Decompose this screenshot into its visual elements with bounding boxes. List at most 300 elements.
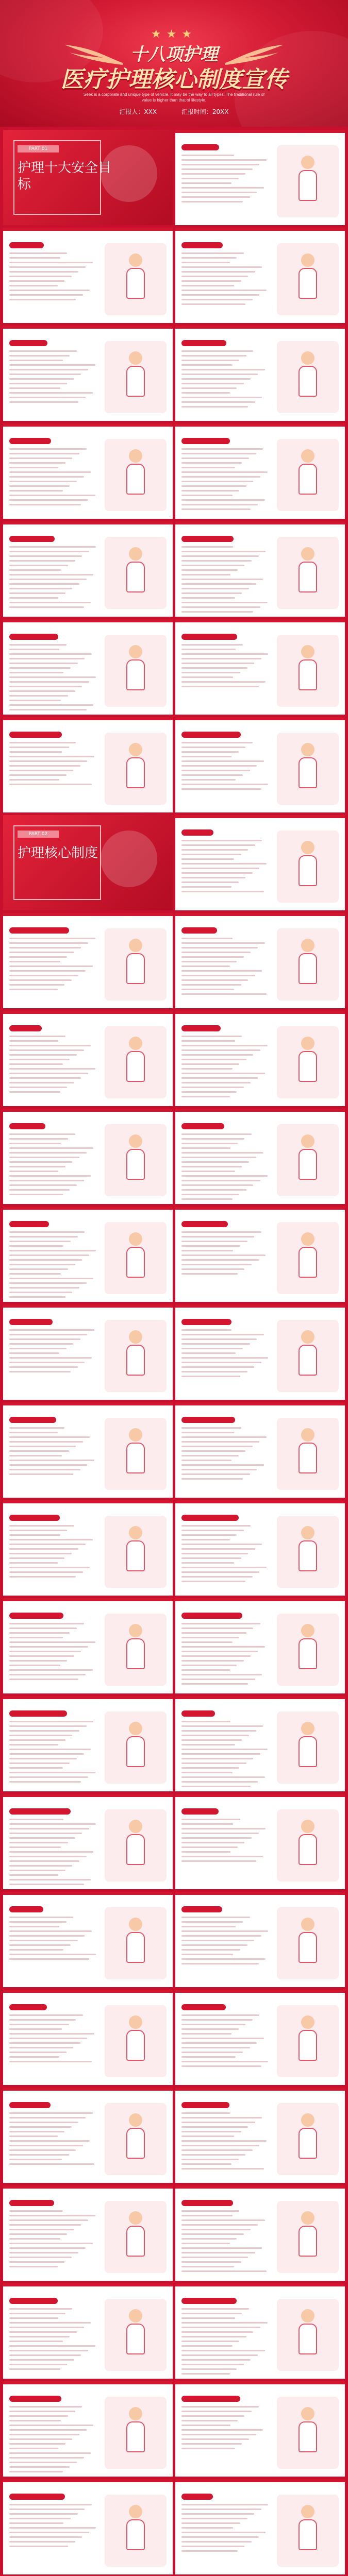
slide-heading-bar: [181, 1417, 235, 1423]
content-slide: [3, 1011, 173, 1106]
slide-heading-bar: [9, 2004, 47, 2010]
cover-title: 医疗护理核心制度宣传: [60, 66, 288, 93]
content-slide: [175, 2381, 345, 2477]
slide-heading-bar: [181, 1906, 222, 1912]
nurse-head-icon: [129, 1624, 142, 1637]
slide-heading-bar: [9, 1906, 43, 1912]
nurse-body-icon: [299, 2324, 317, 2354]
slide-heading-bar: [181, 2396, 240, 2402]
slide-heading-bar: [181, 438, 230, 444]
slide-heading-bar: [181, 2494, 213, 2500]
nurse-body-icon: [299, 953, 317, 984]
nurse-body-icon: [299, 1345, 317, 1376]
slide-text-block: [9, 350, 97, 406]
slide-heading-bar: [9, 2396, 61, 2402]
slide-illustration: [105, 341, 167, 413]
slide-heading-bar: [181, 1123, 224, 1129]
nurse-head-icon: [129, 743, 142, 756]
nurse-head-icon: [301, 547, 314, 561]
content-slide: [3, 1598, 173, 1693]
slide-heading-bar: [181, 2298, 237, 2304]
nurse-head-icon: [129, 1330, 142, 1344]
slide-text-block: [181, 840, 269, 895]
slide-heading-bar: [9, 1808, 71, 1815]
nurse-head-icon: [301, 939, 314, 952]
slide-illustration: [277, 1222, 339, 1294]
content-slide: [3, 1207, 173, 1302]
nurse-head-icon: [129, 1232, 142, 1246]
slide-illustration: [105, 2397, 167, 2469]
slide-text-block: [181, 2406, 269, 2452]
content-slide: [175, 2088, 345, 2183]
nurse-head-icon: [129, 645, 142, 658]
nurse-head-icon: [301, 2505, 314, 2518]
nurse-head-icon: [301, 1232, 314, 1246]
slide-heading-bar: [181, 536, 234, 542]
nurse-head-icon: [301, 1134, 314, 1148]
slide-illustration: [277, 341, 339, 413]
nurse-head-icon: [129, 1428, 142, 1442]
nurse-body-icon: [126, 1443, 145, 1473]
slide-heading-bar: [9, 438, 51, 444]
slide-heading-bar: [9, 1417, 56, 1423]
nurse-head-icon: [301, 2113, 314, 2127]
slide-heading-bar: [9, 1123, 45, 1129]
nurse-head-icon: [129, 253, 142, 267]
cover-headline: 十八项护理: [130, 44, 218, 65]
nurse-head-icon: [301, 2015, 314, 2029]
content-slide: [175, 1109, 345, 1204]
slide-illustration: [277, 1026, 339, 1098]
nurse-head-icon: [301, 2309, 314, 2323]
section-1-part: PART 01: [18, 145, 59, 152]
content-slide: [175, 1598, 345, 1693]
nurse-body-icon: [299, 855, 317, 886]
slide-text-block: [181, 1231, 269, 1278]
slide-illustration: [105, 1320, 167, 1392]
nurse-body-icon: [126, 2519, 145, 2550]
slide-heading-bar: [181, 634, 237, 640]
content-slide: [175, 1304, 345, 1400]
nurse-body-icon: [126, 268, 145, 299]
slide-text-block: [9, 1427, 97, 1478]
slide-text-block: [181, 1917, 269, 1968]
slide-heading-bar: [181, 2102, 229, 2108]
content-slide: [175, 326, 345, 421]
nurse-head-icon: [301, 1428, 314, 1442]
slide-text-block: [9, 1231, 97, 1301]
nurse-head-icon: [301, 351, 314, 365]
slide-text-block: [181, 448, 269, 513]
content-slide: [3, 913, 173, 1008]
slide-illustration: [105, 2299, 167, 2371]
slide-illustration: [277, 831, 339, 903]
nurse-body-icon: [126, 659, 145, 690]
slide-illustration: [277, 1320, 339, 1392]
nurse-body-icon: [126, 1736, 145, 1767]
nurse-body-icon: [126, 2324, 145, 2354]
slide-illustration: [277, 1124, 339, 1196]
slide-heading-bar: [9, 2200, 54, 2206]
slide-illustration: [277, 1418, 339, 1490]
nurse-head-icon: [301, 1526, 314, 1539]
slide-illustration: [105, 2005, 167, 2077]
content-slide: [175, 1696, 345, 1791]
slide-heading-bar: [9, 1025, 42, 1031]
slide-text-block: [181, 1525, 269, 1585]
cover-stars: ★★★: [151, 28, 197, 41]
slide-text-block: [9, 2504, 97, 2550]
content-slide: [3, 326, 173, 421]
slide-heading-bar: [181, 144, 219, 150]
content-slide: [175, 2479, 345, 2574]
slide-illustration: [105, 1516, 167, 1588]
nurse-head-icon: [301, 841, 314, 854]
slide-text-block: [181, 2014, 269, 2070]
nurse-body-icon: [299, 757, 317, 788]
content-slide: [3, 1892, 173, 1987]
nurse-body-icon: [299, 366, 317, 397]
nurse-head-icon: [301, 1722, 314, 1735]
slide-heading-bar: [181, 927, 217, 934]
content-slide: [3, 1500, 173, 1596]
nurse-body-icon: [299, 170, 317, 201]
nurse-body-icon: [299, 268, 317, 299]
section-slide-2: [3, 815, 173, 910]
slide-illustration: [277, 1711, 339, 1784]
content-slide: [175, 1794, 345, 1889]
content-slide: [175, 521, 345, 617]
content-slide: [3, 1696, 173, 1791]
nurse-body-icon: [299, 659, 317, 690]
slide-text-block: [9, 1525, 97, 1581]
content-slide: [3, 2283, 173, 2379]
slide-heading-bar: [181, 732, 241, 738]
slide-illustration: [105, 1418, 167, 1490]
nurse-body-icon: [299, 2226, 317, 2257]
slide-text-block: [9, 546, 97, 611]
nurse-head-icon: [129, 2505, 142, 2518]
nurse-body-icon: [126, 953, 145, 984]
slide-heading-bar: [181, 1319, 231, 1325]
nurse-body-icon: [299, 1638, 317, 1669]
slide-illustration: [105, 2103, 167, 2175]
slide-illustration: [105, 1614, 167, 1686]
slide-illustration: [277, 1907, 339, 1979]
slide-text-block: [181, 1329, 269, 1380]
slide-illustration: [277, 733, 339, 805]
slide-text-block: [9, 644, 97, 714]
slide-illustration: [277, 439, 339, 511]
nurse-body-icon: [126, 757, 145, 788]
content-slide: [175, 717, 345, 812]
nurse-body-icon: [126, 464, 145, 495]
nurse-body-icon: [126, 1834, 145, 1865]
slide-text-block: [9, 1623, 97, 1683]
nurse-head-icon: [301, 1037, 314, 1050]
nurse-head-icon: [129, 1820, 142, 1833]
content-slide: [175, 815, 345, 910]
nurse-head-icon: [129, 2113, 142, 2127]
nurse-body-icon: [299, 2030, 317, 2061]
content-slide: [3, 1990, 173, 2085]
content-slide: [175, 2283, 345, 2379]
slide-heading-bar: [181, 242, 223, 248]
nurse-body-icon: [126, 1638, 145, 1669]
slide-heading-bar: [9, 732, 62, 738]
content-slide: [175, 1011, 345, 1106]
slide-illustration: [277, 1516, 339, 1588]
nurse-body-icon: [126, 2226, 145, 2257]
nurse-body-icon: [299, 1051, 317, 1082]
nurse-head-icon: [301, 1918, 314, 1931]
slide-text-block: [9, 1917, 97, 1963]
nurse-body-icon: [126, 2030, 145, 2061]
nurse-head-icon: [129, 2309, 142, 2323]
content-slide: [175, 130, 345, 225]
content-slide: [3, 2479, 173, 2574]
content-slide: [175, 1500, 345, 1596]
slide-heading-bar: [9, 1221, 49, 1227]
slide-illustration: [105, 1711, 167, 1784]
nurse-head-icon: [301, 743, 314, 756]
slide-illustration: [105, 537, 167, 609]
content-slide: [3, 1794, 173, 1889]
section-1-title: 护理十大安全目标: [18, 160, 112, 192]
content-slide: [175, 1990, 345, 2085]
content-slide: [175, 1402, 345, 1498]
slide-illustration: [277, 537, 339, 609]
slide-illustration: [277, 1809, 339, 1882]
nurse-body-icon: [299, 1932, 317, 1963]
nurse-head-icon: [301, 2211, 314, 2225]
slide-illustration: [277, 2495, 339, 2567]
slide-illustration: [105, 1907, 167, 1979]
nurse-head-icon: [301, 1820, 314, 1833]
slide-text-block: [9, 938, 97, 993]
nurse-body-icon: [299, 1834, 317, 1865]
slide-illustration: [105, 733, 167, 805]
slide-illustration: [277, 2397, 339, 2469]
slide-illustration: [277, 243, 339, 315]
slide-text-block: [181, 1036, 269, 1100]
nurse-head-icon: [129, 351, 142, 365]
nurse-head-icon: [301, 2407, 314, 2420]
content-slide: [3, 2088, 173, 2183]
slide-illustration: [277, 2201, 339, 2273]
nurse-body-icon: [126, 2421, 145, 2452]
section-slide-1: [3, 130, 173, 225]
nurse-head-icon: [129, 1134, 142, 1148]
slide-illustration: [105, 1809, 167, 1882]
slide-text-block: [9, 1721, 97, 1786]
slide-heading-bar: [9, 634, 58, 640]
slide-text-block: [181, 2504, 269, 2555]
nurse-body-icon: [299, 1736, 317, 1767]
nurse-head-icon: [301, 449, 314, 463]
slide-heading-bar: [9, 2494, 65, 2500]
slide-heading-bar: [181, 1221, 228, 1227]
slide-illustration: [277, 2299, 339, 2371]
nurse-body-icon: [126, 1540, 145, 1571]
slide-text-block: [9, 1036, 97, 1096]
slide-text-block: [181, 155, 269, 206]
slide-text-block: [181, 1133, 269, 1203]
slide-text-block: [181, 1721, 269, 1790]
slide-text-block: [181, 2308, 269, 2378]
content-slide: [175, 228, 345, 323]
nurse-head-icon: [129, 2211, 142, 2225]
slide-heading-bar: [9, 1515, 60, 1521]
nurse-head-icon: [301, 253, 314, 267]
nurse-head-icon: [301, 1330, 314, 1344]
nurse-head-icon: [129, 2015, 142, 2029]
nurse-body-icon: [299, 1540, 317, 1571]
nurse-body-icon: [299, 1247, 317, 1278]
content-slide: [175, 913, 345, 1008]
nurse-body-icon: [299, 1149, 317, 1180]
content-slide: [3, 423, 173, 519]
content-slide: [175, 619, 345, 715]
nurse-head-icon: [129, 1037, 142, 1050]
slide-text-block: [181, 252, 269, 308]
nurse-body-icon: [299, 2128, 317, 2159]
slide-text-block: [9, 1819, 97, 1888]
slide-illustration: [105, 439, 167, 511]
content-slide: [175, 1892, 345, 1987]
slide-text-block: [181, 350, 269, 411]
content-slide: [3, 228, 173, 323]
nurse-body-icon: [126, 1247, 145, 1278]
nurse-head-icon: [301, 645, 314, 658]
slide-heading-bar: [181, 1515, 239, 1521]
content-slide: [3, 2381, 173, 2477]
nurse-body-icon: [126, 1345, 145, 1376]
slide-text-block: [9, 2210, 97, 2270]
slide-illustration: [105, 243, 167, 315]
nurse-body-icon: [299, 2421, 317, 2452]
nurse-head-icon: [129, 2407, 142, 2420]
nurse-body-icon: [126, 1149, 145, 1180]
nurse-head-icon: [301, 1624, 314, 1637]
nurse-body-icon: [126, 562, 145, 592]
slide-illustration: [277, 145, 339, 217]
slide-heading-bar: [181, 1808, 219, 1815]
content-slide: [3, 521, 173, 617]
content-slide: [175, 1207, 345, 1302]
nurse-body-icon: [299, 464, 317, 495]
slide-heading-bar: [181, 340, 226, 346]
slide-illustration: [105, 1026, 167, 1098]
nurse-head-icon: [129, 547, 142, 561]
slide-heading-bar: [181, 2004, 226, 2010]
content-slide: [3, 619, 173, 715]
slide-text-block: [181, 742, 269, 793]
nurse-body-icon: [126, 366, 145, 397]
slide-text-block: [181, 1623, 269, 1688]
slide-heading-bar: [9, 2298, 58, 2304]
slide-heading-bar: [181, 1613, 242, 1619]
nurse-body-icon: [126, 2128, 145, 2159]
slide-heading-bar: [9, 1319, 53, 1325]
cover-subtitle: Seek is a corporate and unique type of vehicle. It may be the way to all types. The traditional rule of value is higher than that of lifestyle.: [83, 92, 265, 103]
content-slide: [175, 423, 345, 519]
slide-heading-bar: [181, 1710, 215, 1717]
slide-text-block: [9, 1329, 97, 1376]
nurse-head-icon: [129, 1722, 142, 1735]
slide-illustration: [277, 2103, 339, 2175]
slide-illustration: [105, 2495, 167, 2567]
slide-text-block: [9, 252, 97, 303]
slide-text-block: [181, 1819, 269, 1865]
slide-heading-bar: [9, 340, 47, 346]
content-slide: [3, 1304, 173, 1400]
nurse-body-icon: [299, 1443, 317, 1473]
content-slide: [3, 1402, 173, 1498]
cover-meta: [0, 107, 348, 116]
slide-heading-bar: [181, 1025, 221, 1031]
slide-text-block: [9, 1133, 97, 1198]
slide-text-block: [9, 742, 97, 788]
nurse-head-icon: [129, 939, 142, 952]
section-2-title: 护理核心制度: [18, 845, 98, 861]
slide-text-block: [9, 2014, 97, 2065]
slide-illustration: [105, 1124, 167, 1196]
slide-heading-bar: [9, 242, 44, 248]
slide-text-block: [181, 546, 269, 616]
slide-text-block: [181, 938, 269, 998]
nurse-head-icon: [129, 1918, 142, 1931]
slide-illustration: [105, 635, 167, 707]
slide-text-block: [9, 2112, 97, 2168]
content-slide: [3, 2185, 173, 2281]
slide-text-block: [181, 644, 269, 690]
slide-heading-bar: [9, 1710, 67, 1717]
slide-illustration: [277, 2005, 339, 2077]
nurse-head-icon: [129, 449, 142, 463]
section-2-part: PART 02: [18, 831, 59, 838]
cover-reporter: 汇报人：XXX: [119, 108, 157, 115]
slide-heading-bar: [9, 2102, 51, 2108]
slide-heading-bar: [181, 829, 213, 836]
slide-heading-bar: [9, 927, 69, 934]
nurse-head-icon: [301, 156, 314, 169]
cover-date: 汇报时间：20XX: [181, 108, 229, 115]
slide-heading-bar: [9, 1613, 63, 1619]
cover-slide: [0, 0, 348, 127]
slide-illustration: [105, 2201, 167, 2273]
nurse-body-icon: [299, 2519, 317, 2550]
slide-heading-bar: [9, 536, 55, 542]
nurse-body-icon: [126, 1932, 145, 1963]
slide-text-block: [181, 1427, 269, 1483]
slide-text-block: [9, 2308, 97, 2373]
slide-text-block: [9, 2406, 97, 2476]
slide-text-block: [181, 2112, 269, 2173]
slide-text-block: [9, 448, 97, 509]
slide-text-block: [181, 2210, 269, 2275]
slide-illustration: [277, 928, 339, 1001]
nurse-head-icon: [129, 1526, 142, 1539]
slide-illustration: [105, 1222, 167, 1294]
slide-illustration: [105, 928, 167, 1001]
slide-heading-bar: [181, 2200, 233, 2206]
slide-illustration: [277, 1614, 339, 1686]
slide-illustration: [277, 635, 339, 707]
content-slide: [3, 717, 173, 812]
nurse-body-icon: [299, 562, 317, 592]
content-slide: [175, 2185, 345, 2281]
